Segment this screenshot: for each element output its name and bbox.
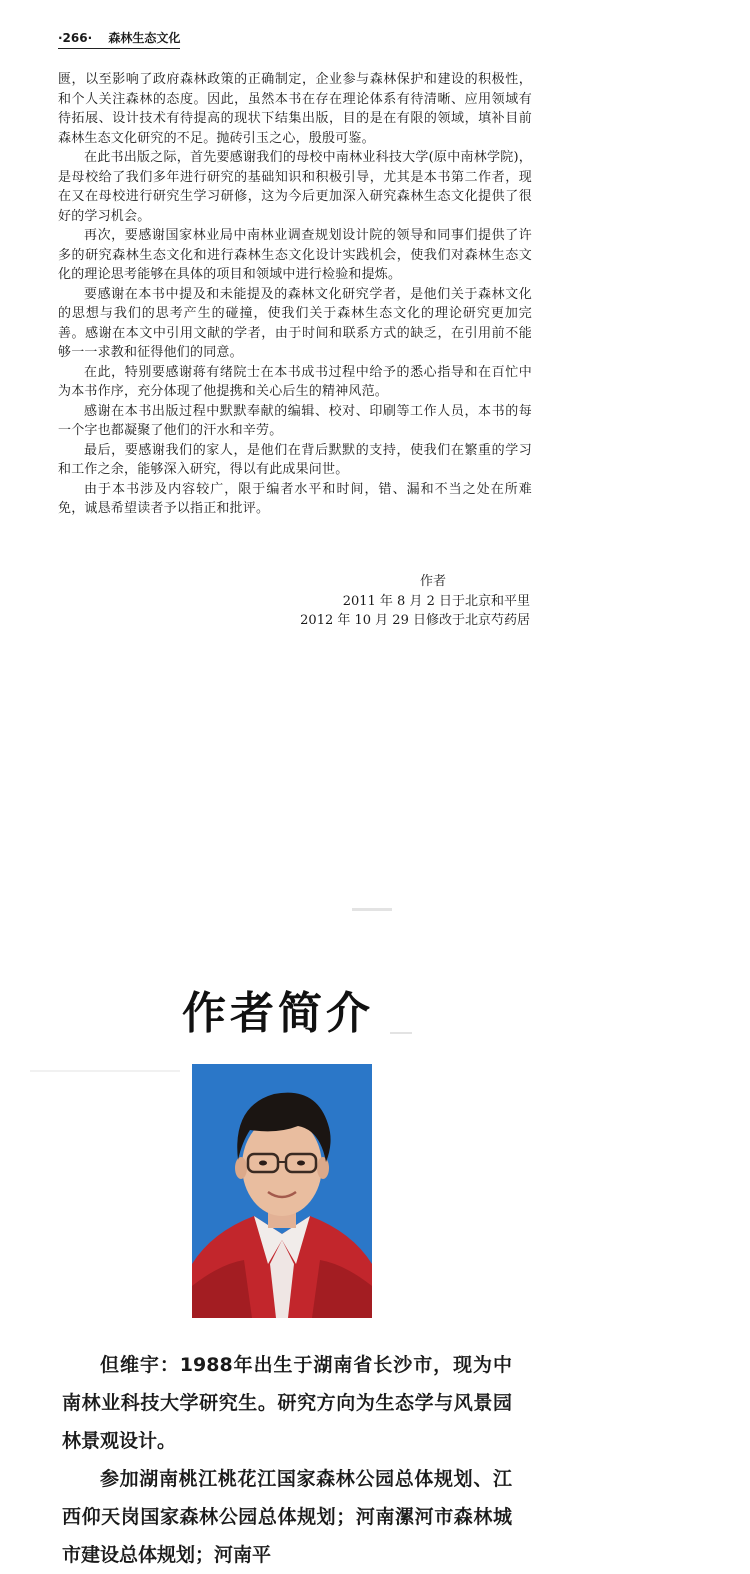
running-title: 森林生态文化: [108, 31, 181, 45]
bio-text: [62, 1346, 512, 1574]
paragraph: 要感谢在本书中提及和未能提及的森林文化研究学者，是他们关于森林文化的思想与我们的思考产生的碰撞，使我们关于森林生态文化的理论研究更加完善。感谢在本文中引用文献的学者，由于时间和联系方式的缺乏，在引用前不能够一一求教和征得他们的同意。: [58, 286, 532, 360]
scan-speck: [30, 1070, 180, 1072]
paragraph: 在此书出版之际，首先要感谢我们的母校中南林业科技大学(原中南林学院)，是母校给了我们多年进行研究的基础知识和积极引导，尤其是本书第二作者，现在又在母校进行研究生学习研修，这为今后更加深入研究森林生态文化提供了很好的学习机会。: [58, 150, 532, 224]
body-text: [58, 70, 532, 519]
signature-date: 2011 年 8 月 2 日于北京和平里: [342, 593, 530, 609]
signature-revision-date: 2012 年 10 月 29 日修改于北京芍药居: [300, 613, 530, 628]
scan-speck: [352, 908, 392, 911]
bio-paragraph: 但维宇：1988年出生于湖南省长沙市，现为中南林业科技大学研究生。研究方向为生态学与风景园林景观设计。: [62, 1354, 512, 1452]
paragraph: 再次，要感谢国家林业局中南林业调查规划设计院的领导和同事们提供了许多的研究森林生态文化和进行森林生态文化设计实践机会，使我们对森林生态文化的理论思考能够在具体的项目和领域中进行检验和提炼。: [58, 228, 532, 282]
page-number: ·266·: [58, 31, 93, 45]
bio-paragraph: 参加湖南桃江桃花江国家森林公园总体规划、江西仰天岗国家森林公园总体规划；河南漯河市森林城市建设总体规划；河南平: [62, 1468, 512, 1566]
author-portrait: [192, 1064, 372, 1318]
page-header: [58, 30, 180, 49]
scan-speck: [390, 1032, 412, 1034]
author-photo: [192, 1064, 372, 1318]
paragraph: 由于本书涉及内容较广，限于编者水平和时间，错、漏和不当之处在所难免，诚恳希望读者予以指正和批评。: [58, 481, 532, 516]
bio-title: 作者简介: [182, 988, 374, 1039]
signature-author: 作者: [420, 574, 447, 589]
paragraph: 在此，特别要感谢蒋有绪院士在本书成书过程中给予的悉心指导和在百忙中为本书作序，充分体现了他提携和关心后生的精神风范。: [58, 364, 532, 399]
signature-block: [290, 572, 530, 631]
paragraph: 最后，要感谢我们的家人，是他们在背后默默的支持，使我们在繁重的学习和工作之余，能够深入研究，得以有此成果问世。: [58, 442, 532, 477]
paragraph: 匮，以至影响了政府森林政策的正确制定，企业参与森林保护和建设的积极性，和个人关注森林的态度。因此，虽然本书在存在理论体系有待清晰、应用领域有待拓展、设计技术有待提高的现状下结集出版，目的是在有限的领域，填补目前森林生态文化研究的不足。抛砖引玉之心，殷殷可鉴。: [58, 72, 532, 146]
paragraph: 感谢在本书出版过程中默默奉献的编辑、校对、印刷等工作人员，本书的每一个字也都凝聚了他们的汗水和辛劳。: [58, 403, 532, 438]
